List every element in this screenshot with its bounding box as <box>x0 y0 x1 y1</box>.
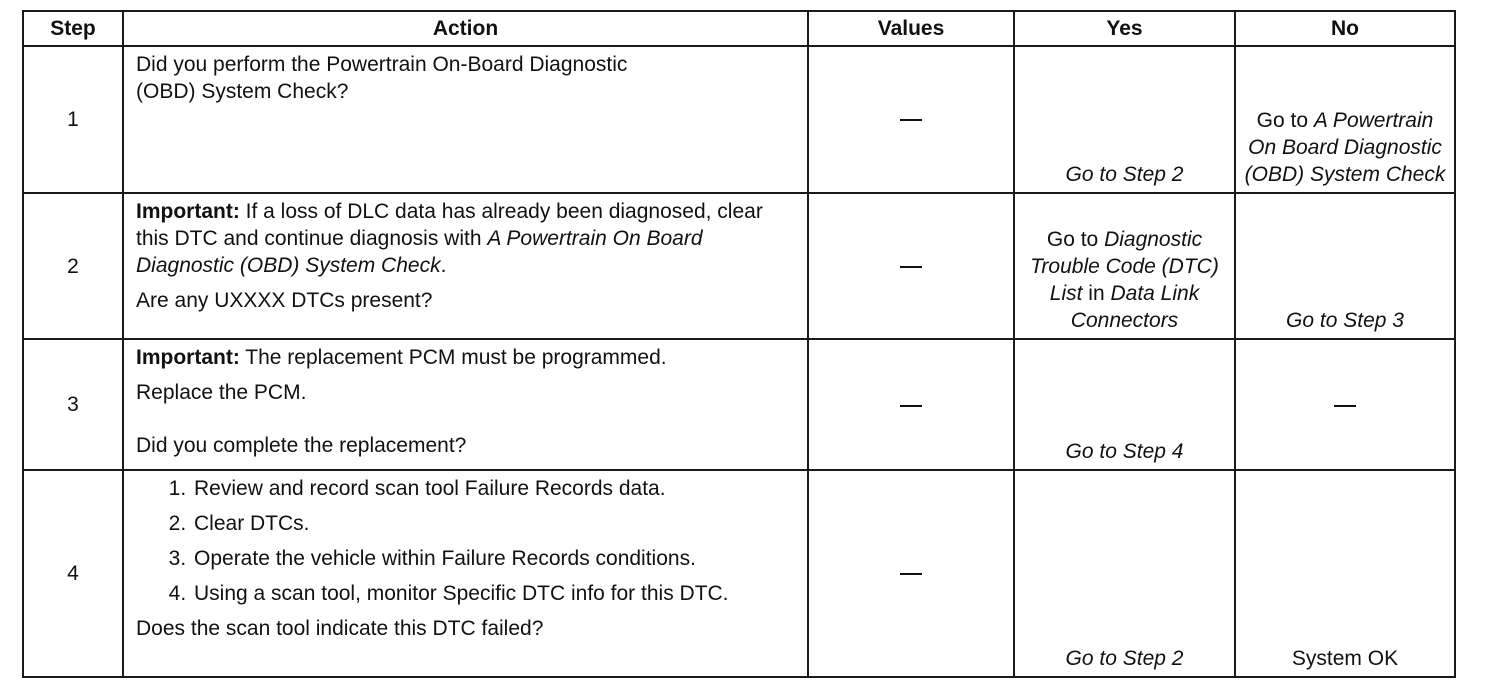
yes-link[interactable]: Go to Step 2 <box>1065 647 1184 670</box>
header-yes: Yes <box>1014 11 1235 46</box>
list-item: 2. Clear DTCs. <box>192 510 795 537</box>
no-result: System OK <box>1291 647 1399 670</box>
yes-cell <box>1014 470 1235 677</box>
action-cell <box>123 339 808 470</box>
value-dash <box>900 266 922 268</box>
action-cell <box>123 193 808 340</box>
action-list <box>136 475 795 607</box>
no-cell <box>1235 339 1455 470</box>
action-cell <box>123 46 808 193</box>
action-text: Did you perform the Powertrain On-Board Diagnostic (OBD) System Check? <box>136 53 628 103</box>
action-question: Does the scan tool indicate this DTC failed? <box>136 616 544 640</box>
table-row <box>23 339 1455 470</box>
value-dash <box>900 119 922 121</box>
list-item: 3. Operate the vehicle within Failure Records conditions. <box>192 545 795 572</box>
table-row <box>23 193 1455 340</box>
no-link[interactable]: Go to Step 3 <box>1286 309 1404 333</box>
header-no: No <box>1235 11 1455 46</box>
yes-cell <box>1014 339 1235 470</box>
important-text: The replacement PCM must be programmed. <box>239 346 667 370</box>
important-label: Important: <box>136 199 240 223</box>
diagnostic-table <box>22 10 1456 678</box>
value-dash <box>900 405 922 407</box>
header-row <box>23 11 1455 46</box>
step-number: 1 <box>23 46 123 193</box>
important-link[interactable]: A Powertrain On Board Diagnostic (OBD) System Check <box>136 226 703 277</box>
yes-link[interactable]: Go to Step 2 <box>1065 162 1184 186</box>
step-number: 3 <box>23 339 123 470</box>
yes-prefix: Go to <box>1046 228 1105 252</box>
important-label: Important: <box>136 346 240 370</box>
no-dash <box>1334 405 1356 407</box>
header-step: Step <box>23 11 123 46</box>
no-link[interactable]: A Powertrain On Board Diagnostic (OBD) System Check <box>1244 108 1446 186</box>
no-cell <box>1235 470 1455 677</box>
step-number: 2 <box>23 193 123 340</box>
value-cell <box>808 46 1014 193</box>
action-question: Did you complete the replacement? <box>136 434 467 458</box>
table-row <box>23 470 1455 677</box>
yes-link[interactable]: Diagnostic Trouble Code (DTC) List <box>1030 228 1219 306</box>
no-prefix: Go to <box>1256 108 1314 132</box>
action-question: Are any UXXXX DTCs present? <box>136 288 433 312</box>
important-note <box>136 344 795 371</box>
no-cell <box>1235 46 1455 193</box>
header-values: Values <box>808 11 1014 46</box>
list-item: 1. Review and record scan tool Failure Records data. <box>192 475 795 502</box>
no-cell <box>1235 193 1455 340</box>
value-cell <box>808 193 1014 340</box>
yes-cell <box>1014 46 1235 193</box>
yes-link[interactable]: Go to Step 4 <box>1065 439 1184 463</box>
list-item: 4. Using a scan tool, monitor Specific DTC info for this DTC. <box>192 580 734 607</box>
important-text: If a loss of DLC data has already been diagnosed, clear this DTC and continue diagnosis with <box>136 199 763 250</box>
action-instruction: Replace the PCM. <box>136 381 307 405</box>
value-dash <box>900 573 922 575</box>
yes-cell <box>1014 193 1235 340</box>
value-cell <box>808 339 1014 470</box>
value-cell <box>808 470 1014 677</box>
yes-mid: in <box>1082 282 1111 306</box>
action-cell <box>123 470 808 677</box>
step-number: 4 <box>23 470 123 677</box>
yes-link-2[interactable]: Data Link Connectors <box>1070 282 1200 333</box>
important-end: . <box>440 253 447 277</box>
header-action: Action <box>123 11 808 46</box>
important-note <box>136 198 786 279</box>
table-row <box>23 46 1455 193</box>
